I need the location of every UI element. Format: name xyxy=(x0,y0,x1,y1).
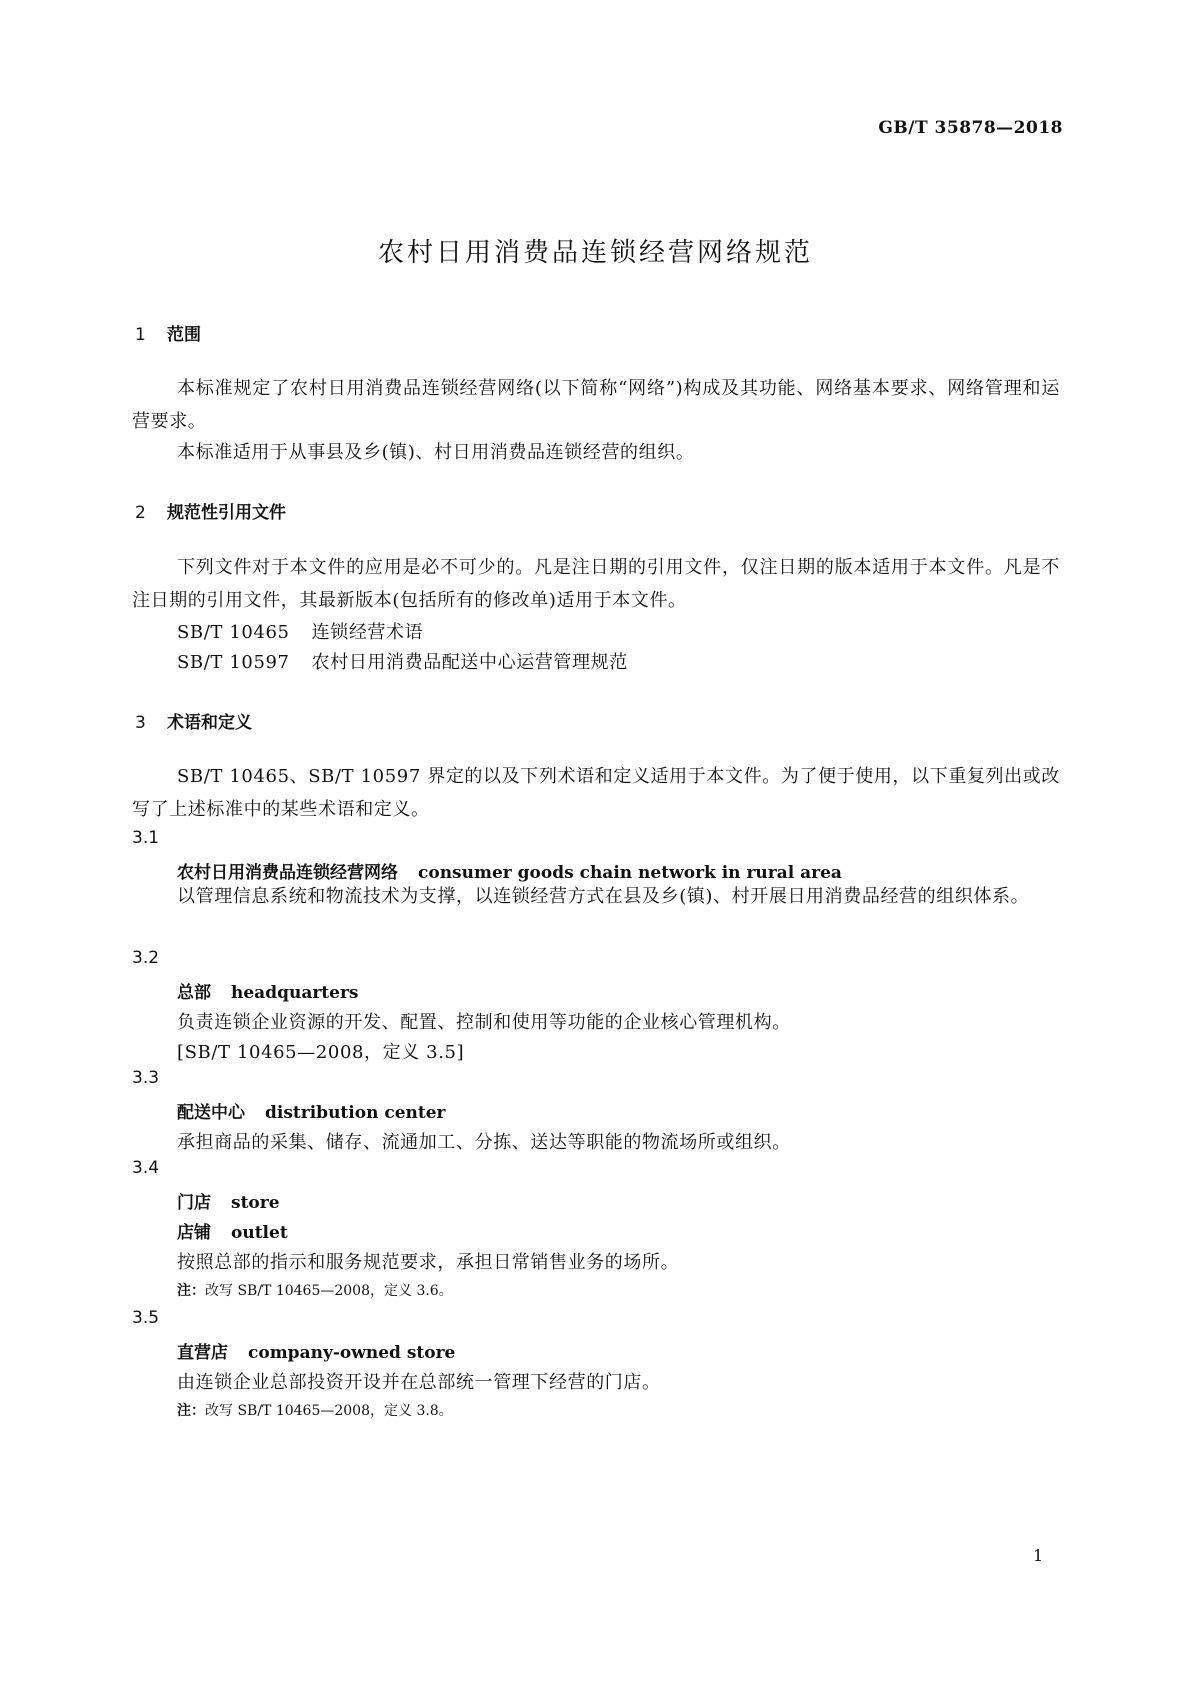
section-heading xyxy=(135,320,201,345)
term-note xyxy=(177,1400,453,1420)
term-heading xyxy=(177,978,359,1003)
document-title: 农村日用消费品连锁经营网络规范 xyxy=(377,238,813,268)
term-number: 3.3 xyxy=(132,1068,160,1088)
term-number: 3.2 xyxy=(132,948,160,968)
section-heading xyxy=(135,708,252,733)
term-number: 3.5 xyxy=(132,1308,160,1328)
section-title: 规范性引用文件 xyxy=(167,503,286,523)
paragraph: 本标准规定了农村日用消费品连锁经营网络(以下简称“网络”)构成及其功能、网络基本要求、网络管理和运营要求。 xyxy=(132,378,1060,432)
term-definition: 由连锁企业总部投资开设并在总部统一管理下经营的门店。 xyxy=(177,1372,661,1393)
section-number: 3 xyxy=(135,713,146,733)
term-cn: 门店 xyxy=(177,1193,211,1213)
term-en: store xyxy=(231,1193,280,1213)
term-heading xyxy=(177,1188,280,1213)
section-title: 术语和定义 xyxy=(167,713,252,733)
term-note xyxy=(177,1280,453,1300)
term-cn: 直营店 xyxy=(177,1343,228,1363)
term-number: 3.4 xyxy=(132,1158,160,1178)
standard-number: GB/T 35878—2018 xyxy=(878,118,1063,138)
term-cn: 农村日用消费品连锁经营网络 xyxy=(177,863,398,883)
paragraph: SB/T 10465、SB/T 10597 界定的以及下列术语和定义适用于本文件。为了便于使用，以下重复列出或改写了上述标准中的某些术语和定义。 xyxy=(132,766,1060,820)
note-label: 注： xyxy=(177,1283,205,1299)
reference-code: SB/T 10597 xyxy=(177,652,290,673)
term-definition: 负责连锁企业资源的开发、配置、控制和使用等功能的企业核心管理机构。 xyxy=(177,1012,791,1033)
term-alt-heading xyxy=(177,1218,288,1243)
section-number: 1 xyxy=(135,325,146,345)
reference-title: 农村日用消费品配送中心运营管理规范 xyxy=(311,652,628,673)
reference-item xyxy=(177,648,628,674)
paragraph: 下列文件对于本文件的应用是必不可少的。凡是注日期的引用文件，仅注日期的版本适用于本文件。凡是不注日期的引用文件，其最新版本(包括所有的修改单)适用于本文件。 xyxy=(132,557,1060,611)
term-definition: 以管理信息系统和物流技术为支撑，以连锁经营方式在县及乡(镇)、村开展日用消费品经营的组织体系。 xyxy=(177,886,1030,907)
term-alt-cn: 店铺 xyxy=(177,1223,211,1243)
term-en: headquarters xyxy=(231,983,359,1003)
term-en: company-owned store xyxy=(248,1343,456,1363)
term-definition: 按照总部的指示和服务规范要求，承担日常销售业务的场所。 xyxy=(177,1252,680,1273)
term-definition: 承担商品的采集、储存、流通加工、分拣、送达等职能的物流场所或组织。 xyxy=(177,1132,791,1153)
section-heading xyxy=(135,498,286,523)
note-text: 改写 SB/T 10465—2008，定义 3.6。 xyxy=(205,1283,453,1299)
term-en: distribution center xyxy=(265,1103,446,1123)
section-number: 2 xyxy=(135,503,146,523)
reference-code: SB/T 10465 xyxy=(177,622,290,643)
reference-item xyxy=(177,618,423,644)
section-title: 范围 xyxy=(167,325,201,345)
term-cn: 配送中心 xyxy=(177,1103,245,1123)
reference-title: 连锁经营术语 xyxy=(311,622,424,643)
term-heading xyxy=(177,1098,446,1123)
term-number: 3.1 xyxy=(132,828,160,848)
term-heading xyxy=(177,1338,455,1363)
page-number: 1 xyxy=(1033,1546,1044,1565)
note-text: 改写 SB/T 10465—2008，定义 3.8。 xyxy=(205,1403,453,1419)
term-source: [SB/T 10465—2008，定义 3.5] xyxy=(177,1042,465,1063)
note-label: 注： xyxy=(177,1403,205,1419)
term-en: consumer goods chain network in rural area xyxy=(418,863,842,883)
term-cn: 总部 xyxy=(177,983,211,1003)
paragraph: 本标准适用于从事县及乡(镇)、村日用消费品连锁经营的组织。 xyxy=(177,442,695,463)
term-alt-en: outlet xyxy=(231,1223,288,1243)
